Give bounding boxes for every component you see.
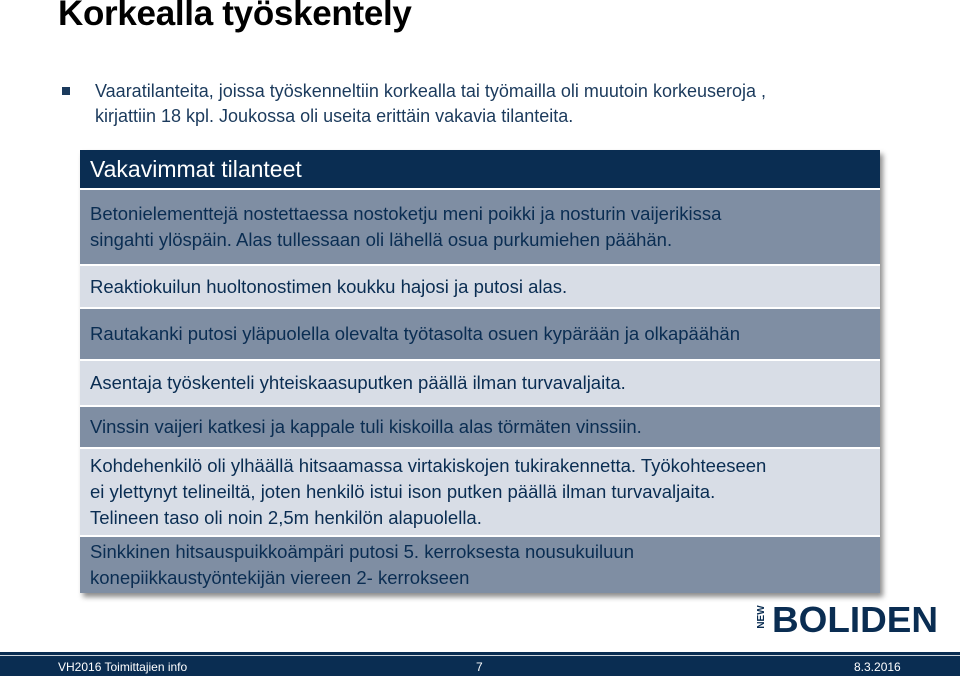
table-row <box>80 405 880 447</box>
page-number: 7 <box>476 660 483 674</box>
row-text-line: singahti ylöspäin. Alas tullessaan oli lähellä osua purkumiehen päähän. <box>90 229 673 250</box>
logo-new-text: NEW <box>756 605 767 629</box>
table-row <box>80 447 880 535</box>
intro-line-1: Vaaratilanteita, joissa työskenneltiin korkealla tai työmailla oli muutoin korkeuseroja , <box>95 81 767 101</box>
boliden-logo <box>756 600 938 634</box>
row-text-line: Vinssin vaijeri katkesi ja kappale tuli kiskoilla alas törmäten vinssiin. <box>90 416 642 437</box>
footer-event: VH2016 Toimittajien info <box>58 660 188 674</box>
table-row <box>80 264 880 307</box>
logo-brand-text: BOLIDEN <box>772 600 938 634</box>
table-header: Vakavimmat tilanteet <box>80 150 880 188</box>
row-text-line: Betonielementtejä nostettaessa nostoketju meni poikki ja nosturin vaijerikissa <box>90 203 722 224</box>
footer-bar <box>0 652 960 676</box>
footer-divider <box>0 655 960 656</box>
incidents-table <box>80 150 880 593</box>
row-text-line: Rautakanki putosi yläpuolella olevalta työtasolta osuen kypärään ja olkapäähän <box>90 323 740 344</box>
row-text-line: Asentaja työskenteli yhteiskaasuputken päällä ilman turvavaljaita. <box>90 372 626 393</box>
table-row <box>80 307 880 359</box>
slide-title: Korkealla työskentely <box>58 0 412 33</box>
row-text-line: Telineen taso oli noin 2,5m henkilön alapuolella. <box>90 507 482 528</box>
square-bullet-icon <box>62 87 70 95</box>
row-text-line: Sinkkinen hitsauspuikkoämpäri putosi 5. kerroksesta nousukuiluun <box>90 541 634 562</box>
intro-line-2: kirjattiin 18 kpl. Joukossa oli useita erittäin vakavia tilanteita. <box>95 106 574 126</box>
table-row <box>80 359 880 405</box>
table-row <box>80 535 880 593</box>
row-text-line: Reaktiokuilun huoltonostimen koukku hajosi ja putosi alas. <box>90 275 568 297</box>
intro-text <box>95 79 915 129</box>
table-row <box>80 188 880 264</box>
row-text-line: ei ylettynyt telineiltä, joten henkilö istui ison putken päällä ilman turvavaljaita. <box>90 481 716 502</box>
footer-date: 8.3.2016 <box>854 660 901 674</box>
row-text-line: Kohdehenkilö oli ylhäällä hitsaamassa virtakiskojen tukirakennetta. Työkohteeseen <box>90 455 767 476</box>
row-text-line: konepiikkaustyöntekijän viereen 2- kerrokseen <box>90 567 470 588</box>
